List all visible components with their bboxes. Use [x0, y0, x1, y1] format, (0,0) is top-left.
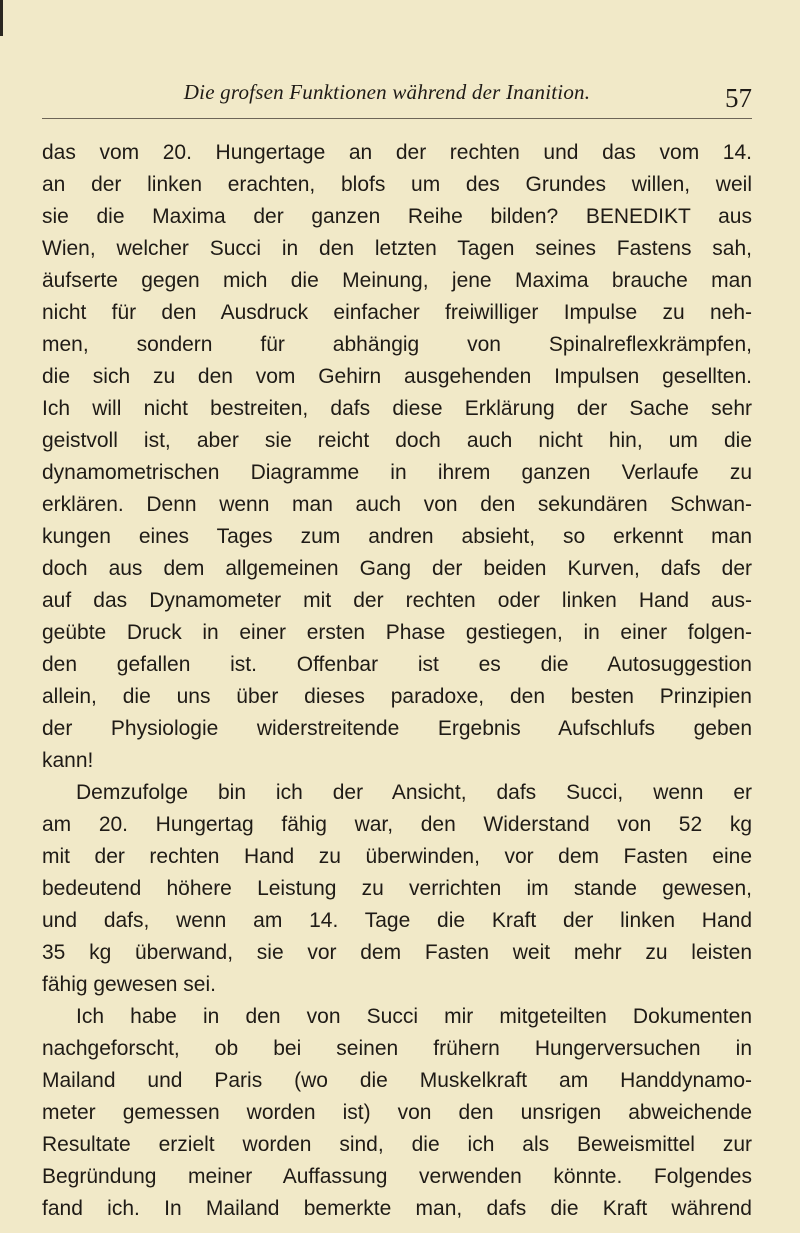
text-line: fähig gewesen sei.	[42, 973, 216, 996]
text-line: Ich habe in den von Succi mir mitgeteilten Dokumenten	[76, 1005, 752, 1028]
text-line: geübte Druck in einer ersten Phase gestiegen, in einer folgen-	[42, 621, 752, 644]
text-line: men, sondern für abhängig von Spinalreflexkrämpfen,	[42, 333, 752, 356]
running-title: Die grofsen Funktionen während der Inanition.	[183, 80, 591, 104]
text-line: allein, die uns über dieses paradoxe, den besten Prinzipien	[42, 685, 752, 708]
text-line: geistvoll ist, aber sie reicht doch auch nicht hin, um die	[42, 429, 752, 452]
text-line: bedeutend höhere Leistung zu verrichten im stande gewesen,	[42, 877, 752, 900]
text-line: kungen eines Tages zum andren absieht, so erkennt man	[42, 525, 752, 548]
text-line: nachgeforscht, ob bei seinen frühern Hungerversuchen in	[42, 1037, 752, 1060]
running-header	[42, 78, 752, 119]
text-line: den gefallen ist. Offenbar ist es die Autosuggestion	[42, 653, 752, 676]
text-line: Wien, welcher Succi in den letzten Tagen seines Fastens sah,	[42, 237, 752, 260]
text-line: an der linken erachten, blofs um des Grundes willen, weil	[42, 173, 752, 196]
text-line: Begründung meiner Auffassung verwenden könnte. Folgendes	[42, 1165, 752, 1188]
text-line: kann!	[42, 749, 94, 772]
text-line: Mailand und Paris (wo die Muskelkraft am Handdynamo-	[42, 1069, 752, 1092]
text-line: erklären. Denn wenn man auch von den sekundären Schwan-	[42, 493, 752, 516]
text-line: sie die Maxima der ganzen Reihe bilden? BENEDIKT aus	[42, 205, 752, 228]
text-line: 35 kg überwand, sie vor dem Fasten weit mehr zu leisten	[42, 941, 752, 964]
text-line: der Physiologie widerstreitende Ergebnis Aufschlufs geben	[42, 717, 752, 740]
body-text	[42, 136, 752, 1226]
text-line: Ich will nicht bestreiten, dafs diese Erklärung der Sache sehr	[42, 397, 752, 420]
text-line: Resultate erzielt worden sind, die ich als Beweismittel zur	[42, 1133, 752, 1156]
text-line: mit der rechten Hand zu überwinden, vor dem Fasten eine	[42, 845, 752, 868]
text-line: dynamometrischen Diagramme in ihrem ganzen Verlaufe zu	[42, 461, 752, 484]
text-line: und dafs, wenn am 14. Tage die Kraft der linken Hand	[42, 909, 752, 932]
scan-edge-mark	[0, 0, 3, 36]
text-line: am 20. Hungertag fähig war, den Widerstand von 52 kg	[42, 813, 752, 836]
text-line: fand ich. In Mailand bemerkte man, dafs die Kraft während	[42, 1197, 752, 1220]
text-line: doch aus dem allgemeinen Gang der beiden Kurven, dafs der	[42, 557, 752, 580]
text-line: äufserte gegen mich die Meinung, jene Maxima brauche man	[42, 269, 752, 292]
page-number: 57	[725, 83, 752, 113]
text-line: Demzufolge bin ich der Ansicht, dafs Succi, wenn er	[76, 781, 752, 804]
text-line: meter gemessen worden ist) von den unsrigen abweichende	[42, 1101, 752, 1124]
text-line: das vom 20. Hungertage an der rechten und das vom 14.	[42, 141, 752, 164]
text-line: nicht für den Ausdruck einfacher freiwilliger Impulse zu neh-	[42, 301, 752, 324]
text-line: die sich zu den vom Gehirn ausgehenden Impulsen gesellten.	[42, 365, 752, 388]
text-line: auf das Dynamometer mit der rechten oder linken Hand aus-	[42, 589, 752, 612]
